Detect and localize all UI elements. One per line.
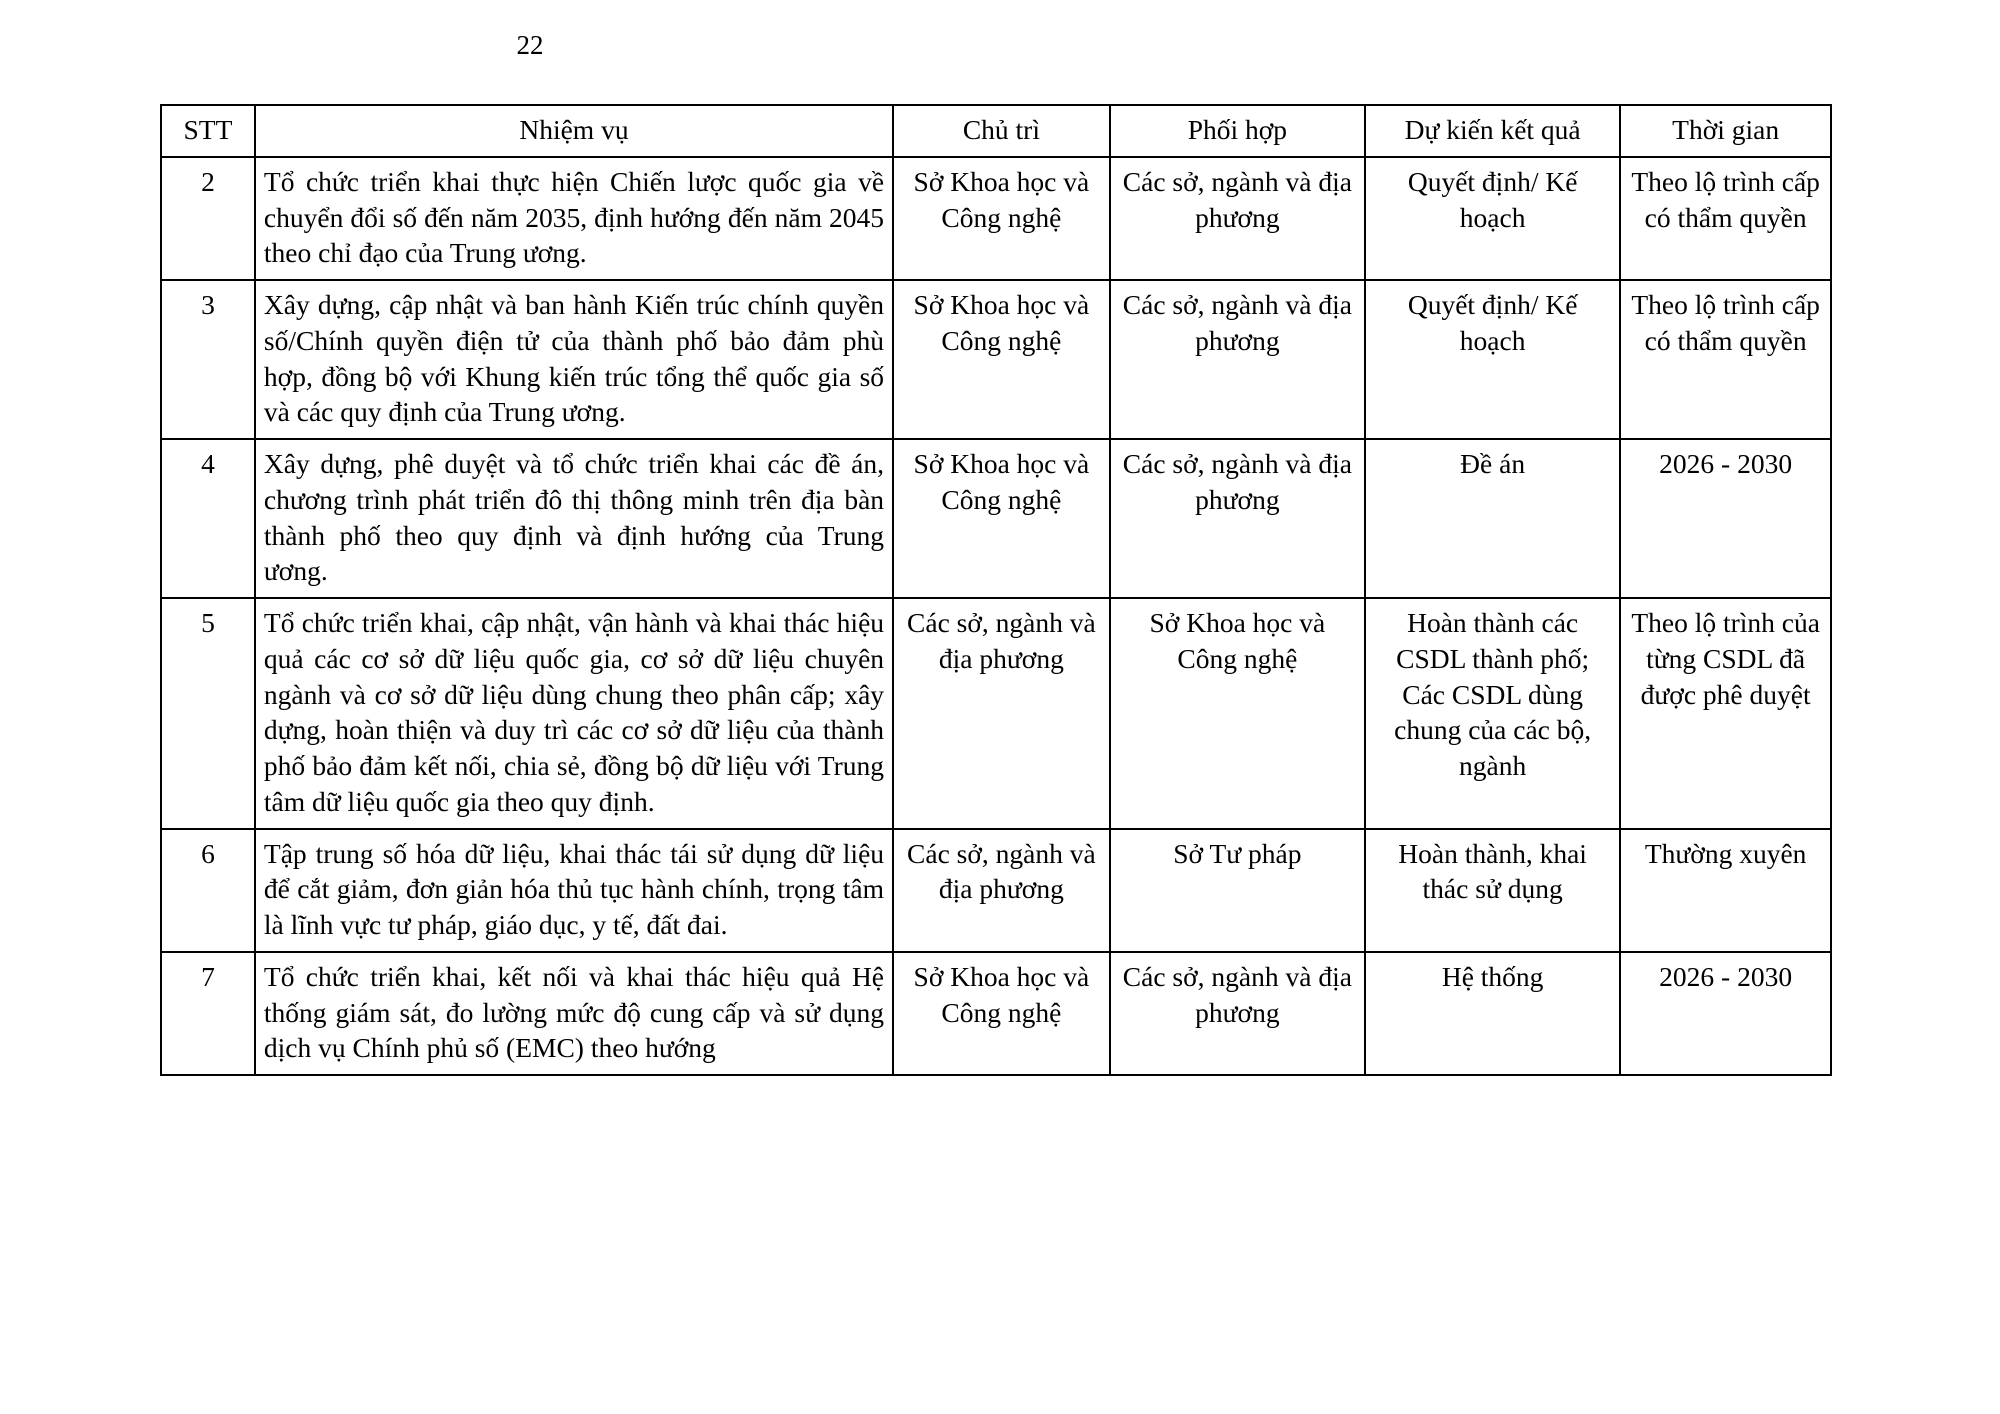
cell-coop: Các sở, ngành và địa phương	[1110, 952, 1365, 1075]
task-assignment-table	[160, 104, 1832, 1076]
task-assignment-table-container	[160, 104, 1832, 1076]
cell-task: Tổ chức triển khai, kết nối và khai thác hiệu quả Hệ thống giám sát, đo lường mức độ cung cấp và sử dụng dịch vụ Chính phủ số (EMC) theo hướng	[255, 952, 893, 1075]
column-header-task: Nhiệm vụ	[255, 105, 893, 157]
cell-stt: 5	[161, 598, 255, 829]
cell-stt: 7	[161, 952, 255, 1075]
cell-time: Thường xuyên	[1620, 829, 1831, 952]
table-header-row	[161, 105, 1831, 157]
cell-task: Tổ chức triển khai, cập nhật, vận hành và khai thác hiệu quả các cơ sở dữ liệu quốc gia, cơ sở dữ liệu chuyên ngành và cơ sở dữ liệu dùng chung theo phân cấp; xây dựng, hoàn thiện và duy trì các cơ sở dữ liệu của thành phố bảo đảm kết nối, chia sẻ, đồng bộ dữ liệu với Trung tâm dữ liệu quốc gia theo quy định.	[255, 598, 893, 829]
column-header-lead: Chủ trì	[893, 105, 1110, 157]
column-header-time: Thời gian	[1620, 105, 1831, 157]
column-header-result: Dự kiến kết quả	[1365, 105, 1620, 157]
cell-lead: Các sở, ngành và địa phương	[893, 829, 1110, 952]
cell-result: Hoàn thành các CSDL thành phố; Các CSDL dùng chung của các bộ, ngành	[1365, 598, 1620, 829]
cell-stt: 6	[161, 829, 255, 952]
table-header	[161, 105, 1831, 157]
table-row	[161, 157, 1831, 280]
cell-task: Xây dựng, phê duyệt và tổ chức triển khai các đề án, chương trình phát triển đô thị thông minh trên địa bàn thành phố theo quy định và định hướng của Trung ương.	[255, 439, 893, 598]
table-row	[161, 829, 1831, 952]
table-row	[161, 280, 1831, 439]
table-row	[161, 439, 1831, 598]
cell-time: 2026 - 2030	[1620, 439, 1831, 598]
cell-lead: Sở Khoa học và Công nghệ	[893, 952, 1110, 1075]
cell-task: Xây dựng, cập nhật và ban hành Kiến trúc chính quyền số/Chính quyền điện tử của thành phố bảo đảm phù hợp, đồng bộ với Khung kiến trúc tổng thể quốc gia số và các quy định của Trung ương.	[255, 280, 893, 439]
cell-result: Quyết định/ Kế hoạch	[1365, 280, 1620, 439]
cell-stt: 2	[161, 157, 255, 280]
column-header-coop: Phối hợp	[1110, 105, 1365, 157]
cell-stt: 4	[161, 439, 255, 598]
cell-result: Hệ thống	[1365, 952, 1620, 1075]
cell-result: Đề án	[1365, 439, 1620, 598]
cell-time: Theo lộ trình của từng CSDL đã được phê duyệt	[1620, 598, 1831, 829]
cell-task: Tập trung số hóa dữ liệu, khai thác tái sử dụng dữ liệu để cắt giảm, đơn giản hóa thủ tục hành chính, trọng tâm là lĩnh vực tư pháp, giáo dục, y tế, đất đai.	[255, 829, 893, 952]
column-header-stt: STT	[161, 105, 255, 157]
table-row	[161, 598, 1831, 829]
cell-stt: 3	[161, 280, 255, 439]
cell-coop: Các sở, ngành và địa phương	[1110, 280, 1365, 439]
table-row	[161, 952, 1831, 1075]
cell-time: Theo lộ trình cấp có thẩm quyền	[1620, 280, 1831, 439]
cell-lead: Sở Khoa học và Công nghệ	[893, 280, 1110, 439]
cell-time: 2026 - 2030	[1620, 952, 1831, 1075]
cell-lead: Các sở, ngành và địa phương	[893, 598, 1110, 829]
cell-coop: Sở Tư pháp	[1110, 829, 1365, 952]
cell-lead: Sở Khoa học và Công nghệ	[893, 439, 1110, 598]
cell-task: Tổ chức triển khai thực hiện Chiến lược quốc gia về chuyển đổi số đến năm 2035, định hướng đến năm 2045 theo chỉ đạo của Trung ương.	[255, 157, 893, 280]
cell-coop: Sở Khoa học và Công nghệ	[1110, 598, 1365, 829]
table-body	[161, 157, 1831, 1075]
cell-result: Hoàn thành, khai thác sử dụng	[1365, 829, 1620, 952]
cell-lead: Sở Khoa học và Công nghệ	[893, 157, 1110, 280]
cell-coop: Các sở, ngành và địa phương	[1110, 157, 1365, 280]
cell-time: Theo lộ trình cấp có thẩm quyền	[1620, 157, 1831, 280]
cell-result: Quyết định/ Kế hoạch	[1365, 157, 1620, 280]
cell-coop: Các sở, ngành và địa phương	[1110, 439, 1365, 598]
page-number: 22	[516, 30, 544, 60]
